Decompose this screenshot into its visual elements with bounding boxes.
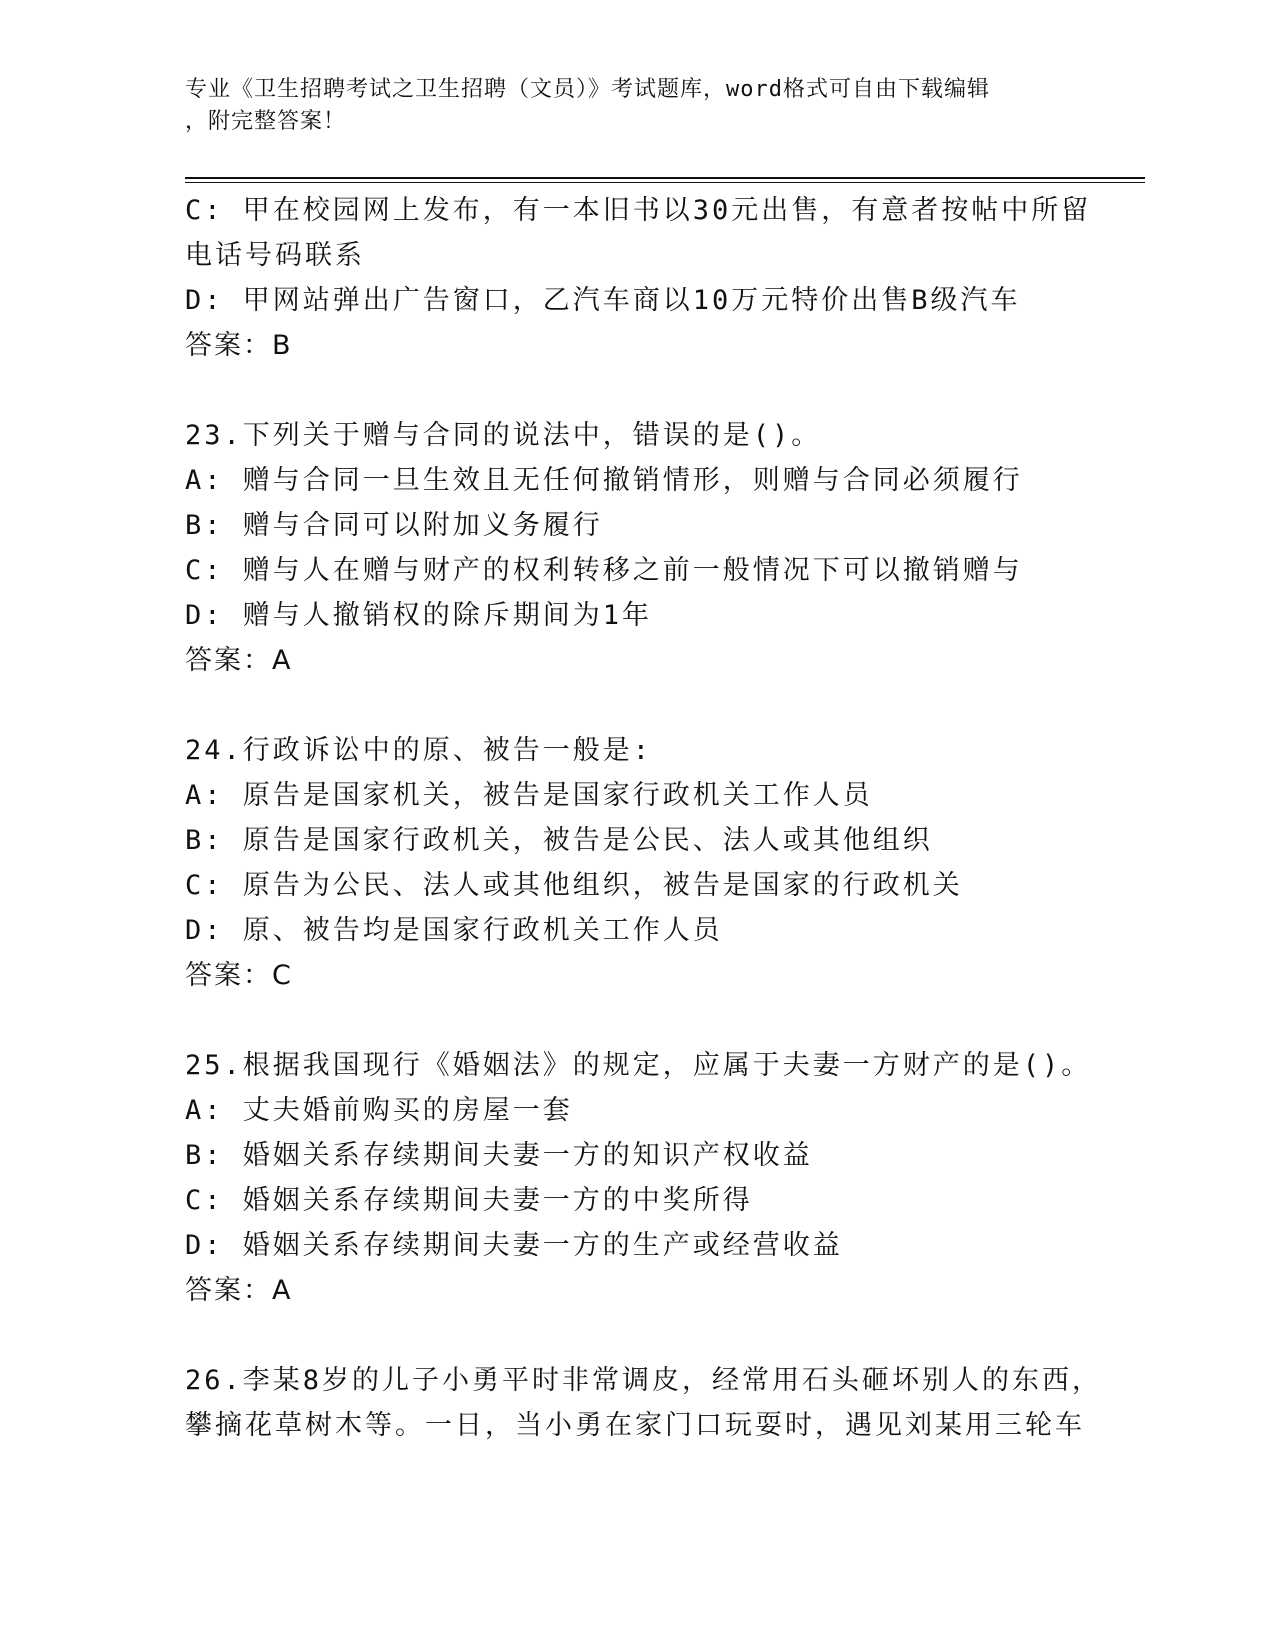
option-b: B: 原告是国家行政机关，被告是公民、法人或其他组织 [185, 825, 933, 856]
spacer [185, 683, 1085, 728]
option-c-continued: 电话号码联系 [185, 240, 365, 271]
question-stem: 26.李某8岁的儿子小勇平时非常调皮，经常用石头砸坏别人的东西， [185, 1365, 1103, 1396]
option-c: C: 婚姻关系存续期间夫妻一方的中奖所得 [185, 1185, 753, 1216]
answer: 答案：A [185, 645, 293, 676]
question-26 [185, 1358, 1103, 1448]
option-b: B: 赠与合同可以附加义务履行 [185, 510, 603, 541]
option-d: D: 原、被告均是国家行政机关工作人员 [185, 915, 723, 946]
answer: 答案：B [185, 330, 293, 361]
option-b: B: 婚姻关系存续期间夫妻一方的知识产权收益 [185, 1140, 813, 1171]
question-stem: 23.下列关于赠与合同的说法中，错误的是()。 [185, 420, 822, 451]
question-23 [185, 413, 1085, 683]
option-d: D: 甲网站弹出广告窗口，乙汽车商以10万元特价出售B级汽车 [185, 285, 1021, 316]
option-a: A: 丈夫婚前购买的房屋一套 [185, 1095, 573, 1126]
answer: 答案：C [185, 960, 293, 991]
question-22-continued [185, 188, 1092, 368]
option-d: D: 婚姻关系存续期间夫妻一方的生产或经营收益 [185, 1230, 843, 1261]
option-c: C: 赠与人在赠与财产的权利转移之前一般情况下可以撤销赠与 [185, 555, 1023, 586]
question-stem: 25.根据我国现行《婚姻法》的规定，应属于夫妻一方财产的是()。 [185, 1050, 1092, 1081]
spacer [185, 998, 1085, 1043]
header-divider-thick [185, 177, 1145, 179]
question-24 [185, 728, 1085, 998]
question-stem: 24.行政诉讼中的原、被告一般是: [185, 735, 653, 766]
option-d: D: 赠与人撤销权的除斥期间为1年 [185, 600, 653, 631]
spacer [185, 368, 1085, 413]
option-a: A: 原告是国家机关，被告是国家行政机关工作人员 [185, 780, 873, 811]
question-stem-continued: 攀摘花草树木等。一日，当小勇在家门口玩耍时，遇见刘某用三轮车 [185, 1410, 1085, 1441]
option-c: C: 原告为公民、法人或其他组织，被告是国家的行政机关 [185, 870, 963, 901]
option-a: A: 赠与合同一旦生效且无任何撤销情形，则赠与合同必须履行 [185, 465, 1023, 496]
header-line-1: 专业《卫生招聘考试之卫生招聘（文员）》考试题库，word格式可自由下载编辑 [185, 77, 990, 102]
spacer [185, 1313, 1085, 1358]
page-header [185, 74, 1085, 138]
header-divider-thin [185, 182, 1145, 183]
header-line-2: ，附完整答案！ [185, 109, 347, 134]
question-content [185, 188, 1103, 1448]
option-c: C: 甲在校园网上发布，有一本旧书以30元出售，有意者按帖中所留 [185, 195, 1092, 226]
question-25 [185, 1043, 1092, 1313]
answer: 答案：A [185, 1275, 293, 1306]
